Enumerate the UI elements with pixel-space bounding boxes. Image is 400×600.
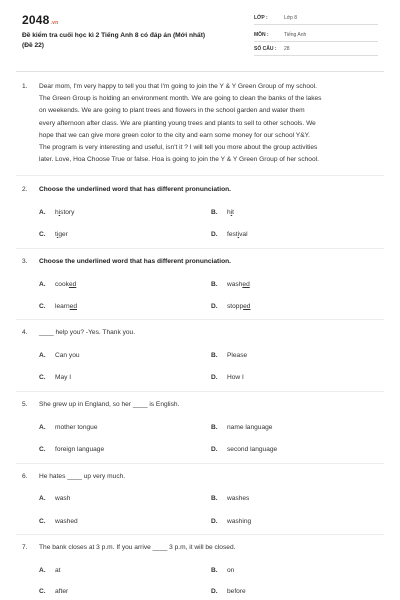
option-letter: B.	[211, 352, 218, 359]
document-title	[22, 31, 242, 50]
option-letter: B.	[211, 424, 218, 431]
option-text: after	[55, 588, 69, 595]
meta-class-value: Lớp 8	[284, 15, 298, 21]
option-text: hit	[227, 209, 234, 216]
option-letter: D.	[211, 303, 218, 310]
option-text: cooked	[55, 281, 77, 288]
site-logo[interactable]	[22, 13, 58, 27]
option-letter: C.	[39, 588, 46, 595]
question-divider	[16, 319, 384, 320]
option-letter: C.	[39, 446, 46, 453]
meta-class-label: LỚP :	[254, 15, 268, 21]
meta-subject-label: MÔN :	[254, 32, 269, 38]
question-divider	[16, 248, 384, 249]
question-text: She grew up in England, so her ____ is English.	[39, 401, 180, 408]
meta-count	[254, 45, 378, 56]
question-text: The bank closes at 3 p.m. If you arrive ____ 3 p.m, it will be closed.	[39, 544, 236, 551]
question-divider	[16, 391, 384, 392]
option-text: washing	[227, 518, 252, 525]
passage-line: Dear mom, I'm very happy to tell you that I'm going to join the Y & Y Green Group of my school.	[39, 83, 318, 90]
option-letter: B.	[211, 281, 218, 288]
question-text: ____ help you? -Yes. Thank you.	[39, 329, 136, 336]
option-text: history	[55, 209, 75, 216]
option-letter: D.	[211, 374, 218, 381]
option-text: second language	[227, 446, 278, 453]
question-number: 7.	[22, 544, 28, 551]
option-text: mother tongue	[55, 424, 98, 431]
title-line-2: (Đề 22)	[22, 41, 44, 49]
option-text: festival	[227, 231, 248, 238]
question-text: Choose the underlined word that has different pronunciation.	[39, 186, 231, 193]
option-letter: D.	[211, 446, 218, 453]
option-letter: C.	[39, 374, 46, 381]
option-letter: A.	[39, 209, 46, 216]
option-text: washed	[55, 518, 78, 525]
option-text: tiger	[55, 231, 68, 238]
title-line-1: Đề kiểm tra cuối học kì 2 Tiếng Anh 8 có đáp án (Mới nhất)	[22, 32, 206, 39]
option-letter: A.	[39, 495, 46, 502]
option-text: foreign language	[55, 446, 105, 453]
option-letter: B.	[211, 567, 218, 574]
passage-line: The Green Group is holding an environment month. We are going to clean the banks of the lakes	[39, 95, 322, 103]
option-letter: A.	[39, 352, 46, 359]
option-letter: A.	[39, 281, 46, 288]
logo-text: 2048	[22, 13, 50, 27]
passage-line: hope that we can give more green color to the city and earn some money for our school Y&Y.	[39, 131, 310, 139]
question-divider	[16, 534, 384, 535]
option-text: at	[55, 567, 61, 574]
meta-subject	[254, 31, 378, 42]
option-letter: A.	[39, 424, 46, 431]
meta-count-label: SỐ CÂU :	[254, 46, 277, 52]
option-text: Please	[227, 352, 248, 359]
passage-line: every afternoon after class. We are planting young trees and plants to sell to other schools. We	[39, 119, 316, 127]
page-header	[0, 0, 400, 72]
question-text: He hates ____ up very much.	[39, 473, 126, 480]
question-passage	[39, 81, 384, 166]
option-letter: C.	[39, 303, 46, 310]
option-text: washes	[227, 495, 250, 502]
passage-line: later. Love, Hoa Choose True or false. Hoa is going to join the Y & Y Green Group of her school.	[39, 156, 319, 164]
meta-subject-value: Tiếng Anh	[284, 32, 307, 38]
option-letter: A.	[39, 567, 46, 574]
option-text: washed	[227, 281, 250, 288]
question-number: 2.	[22, 186, 28, 193]
header-divider	[16, 71, 384, 72]
logo-suffix: .vn	[50, 20, 59, 26]
option-text: learned	[55, 303, 78, 310]
passage-line: on weekends. We are going to plant trees and flowers in the school garden and water them	[39, 107, 305, 115]
question-number: 3.	[22, 258, 28, 265]
option-text: on	[227, 567, 235, 574]
question-number: 1.	[22, 83, 28, 90]
option-text: before	[227, 588, 246, 595]
option-letter: B.	[211, 209, 218, 216]
option-letter: C.	[39, 231, 46, 238]
option-text: name language	[227, 424, 273, 431]
question-number: 4.	[22, 329, 28, 336]
question-divider	[16, 175, 384, 176]
option-letter: C.	[39, 518, 46, 525]
question-text: Choose the underlined word that has different pronunciation.	[39, 258, 231, 265]
option-letter: D.	[211, 588, 218, 595]
meta-class	[254, 14, 378, 25]
question-divider	[16, 463, 384, 464]
option-text: stopped	[227, 303, 251, 310]
meta-count-value: 28	[284, 46, 290, 52]
option-text: wash	[55, 495, 71, 502]
option-text: How I	[227, 374, 244, 381]
option-text: Can you	[55, 352, 80, 359]
option-text: May I	[55, 374, 72, 381]
option-letter: D.	[211, 518, 218, 525]
option-letter: D.	[211, 231, 218, 238]
passage-line: The program is very interesting and useful, isn't it ? I will tell you more about the group activities	[39, 144, 318, 152]
question-number: 5.	[22, 401, 28, 408]
question-number: 6.	[22, 473, 28, 480]
option-letter: B.	[211, 495, 218, 502]
